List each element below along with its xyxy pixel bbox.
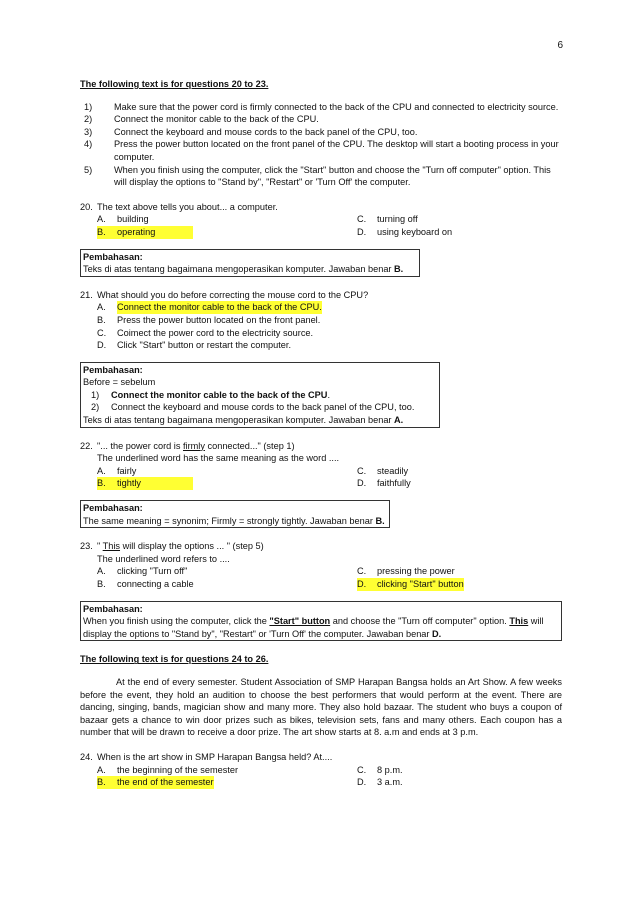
- option-b-correct: B. tightly: [97, 477, 357, 490]
- option-a-correct: A. Connect the monitor cable to the back of the CPU.: [97, 302, 322, 313]
- step-item: 4) Press the power button located on the front panel of the CPU. The desktop will start a booting process in your computer.: [84, 139, 559, 162]
- options: [80, 213, 562, 238]
- option-a: A. fairly: [97, 465, 137, 476]
- option-c: C. turning off: [357, 214, 418, 225]
- step-item: 2) Connect the monitor cable to the back of the CPU.: [84, 114, 319, 125]
- option-d: D. 3 a.m.: [357, 777, 403, 788]
- option-b-correct: B. operating: [97, 226, 357, 239]
- option-c: C. steadily: [357, 465, 409, 476]
- option-b: B. connecting a cable: [97, 579, 194, 589]
- question-stem: " This will display the options ... " (step 5): [97, 541, 264, 552]
- page-number: 6: [557, 40, 563, 51]
- explanation-box: Pembahasan: The same meaning = synonim; Firmly = strongly tightly. Jawaban benar B.: [80, 500, 390, 528]
- explanation-box: Pembahasan: Teks di atas tentang bagaimana mengoperasikan komputer. Jawaban benar B.: [80, 249, 420, 277]
- explanation-box: Pembahasan: When you finish using the computer, click the "Start" button and choose the "Turn off computer" option. This will display the options to "Stand by", "Restart" or 'Turn Off' the computer. Jawaban benar D.: [80, 601, 562, 642]
- option-d: D. using keyboard on: [357, 226, 453, 237]
- step-item: 1) Make sure that the power cord is firmly connected to the back of the CPU and connected to electricity source.: [84, 101, 559, 112]
- steps-list: [80, 101, 562, 189]
- question-stem: What should you do before correcting the mouse cord to the CPU?: [97, 289, 369, 300]
- option-a: A. the beginning of the semester: [97, 764, 239, 775]
- options: [80, 465, 562, 490]
- step-item: 5) When you finish using the computer, click the "Start" button and choose the "Turn off computer" option. This will display the options to "Stand by", "Restart" or 'Turn Off' the computer.: [84, 164, 551, 188]
- question-20: [80, 201, 562, 277]
- document-body: [80, 78, 562, 789]
- option-d: D. Click "Start" button or restart the computer.: [97, 340, 292, 351]
- option-d-correct: D. clicking "Start" button: [357, 579, 464, 589]
- question-22: 22. "... the power cord is firmly connected..." (step 1) The underlined word has the same meaning as the word .... A. fairly C. steadily B. tightly D. faithfully Pembahasan: The same meaning = synonim; Firmly = strongly tightly. Jawaban benar B.: [80, 440, 562, 529]
- option-a: A. building: [97, 214, 149, 225]
- reading-passage: At the end of every semester. Student Association of SMP Harapan Bangsa holds an Art Show. A few weeks before the event, they hold an audition to choose the best performers that would perform at the event. There are dancing, singing, bands, magician show and many more. They also hold bazaar. The student who buys a coupon of bazaar gets a chance to win door prizes such as bikes, television sets, fans and many others. Each coupon has a number that will be drawn to receive a door prize. The art show starts at 8. a.m and ends at 3 p.m.: [80, 676, 562, 738]
- question-23: 23. " This will display the options ... " (step 5) The underlined word refers to .... A. clicking "Turn off" C. pressing the power B. connecting a cable D. clicking "Start" button Pembahasan: When you finish using the computer, click the "Start" button and choose the "Turn off computer" option. This will display the options to "Stand by", "Restart" or 'Turn Off' the computer. Jawaban benar D.: [80, 540, 562, 641]
- option-d: D. faithfully: [357, 478, 411, 489]
- option-c: C. Coimect the power cord to the electricity source.: [97, 327, 314, 338]
- question-number: 20.: [80, 201, 93, 212]
- question-stem: When is the art show in SMP Harapan Bangsa held? At....: [97, 751, 333, 762]
- option-c: C. 8 p.m.: [357, 764, 403, 775]
- option-b-correct: B. the end of the semester: [97, 777, 214, 788]
- question-24: 24. When is the art show in SMP Harapan Bangsa held? At.... A. the beginning of the semester C. 8 p.m. B. the end of the semester D. 3 a.m.: [80, 751, 562, 789]
- options: [80, 764, 562, 789]
- options: [80, 301, 562, 351]
- explanation-box: Pembahasan: Before = sebelum 1) Connect the monitor cable to the back of the CPU. 2) Connect the keyboard and mouse cords to the back panel of the CPU, too. Teks di atas tentang bagaimana mengoperasikan komputer. Jawaban benar A.: [80, 362, 440, 428]
- question-21: 21. What should you do before correcting the mouse cord to the CPU? A. Connect the monitor cable to the back of the CPU. B. Press the power button located on the front panel. C. Coimect the power cord to the electricity source. D. Click "Start" button or restart the computer. Pembahasan: Before = sebelum 1) Connect the monitor cable to the back of the CPU. 2) Connect the keyboard and mouse cords to the back panel of the CPU, too. Teks di atas tentang bagaimana mengoperasikan komputer. Jawaban benar A.: [80, 289, 562, 428]
- options: [80, 565, 562, 590]
- option-b: B. Press the power button located on the front panel.: [97, 314, 321, 325]
- section-heading-24-26: The following text is for questions 24 to 26.: [80, 654, 269, 665]
- option-a: A. clicking "Turn off": [97, 566, 188, 577]
- section-heading-20-23: The following text is for questions 20 to 23.: [80, 79, 269, 89]
- step-item: 3) Connect the keyboard and mouse cords to the back panel of the CPU, too.: [84, 126, 418, 137]
- question-stem: The text above tells you about... a computer.: [97, 201, 278, 212]
- option-c: C. pressing the power: [357, 566, 455, 577]
- question-stem: "... the power cord is firmly connected..." (step 1): [97, 440, 295, 451]
